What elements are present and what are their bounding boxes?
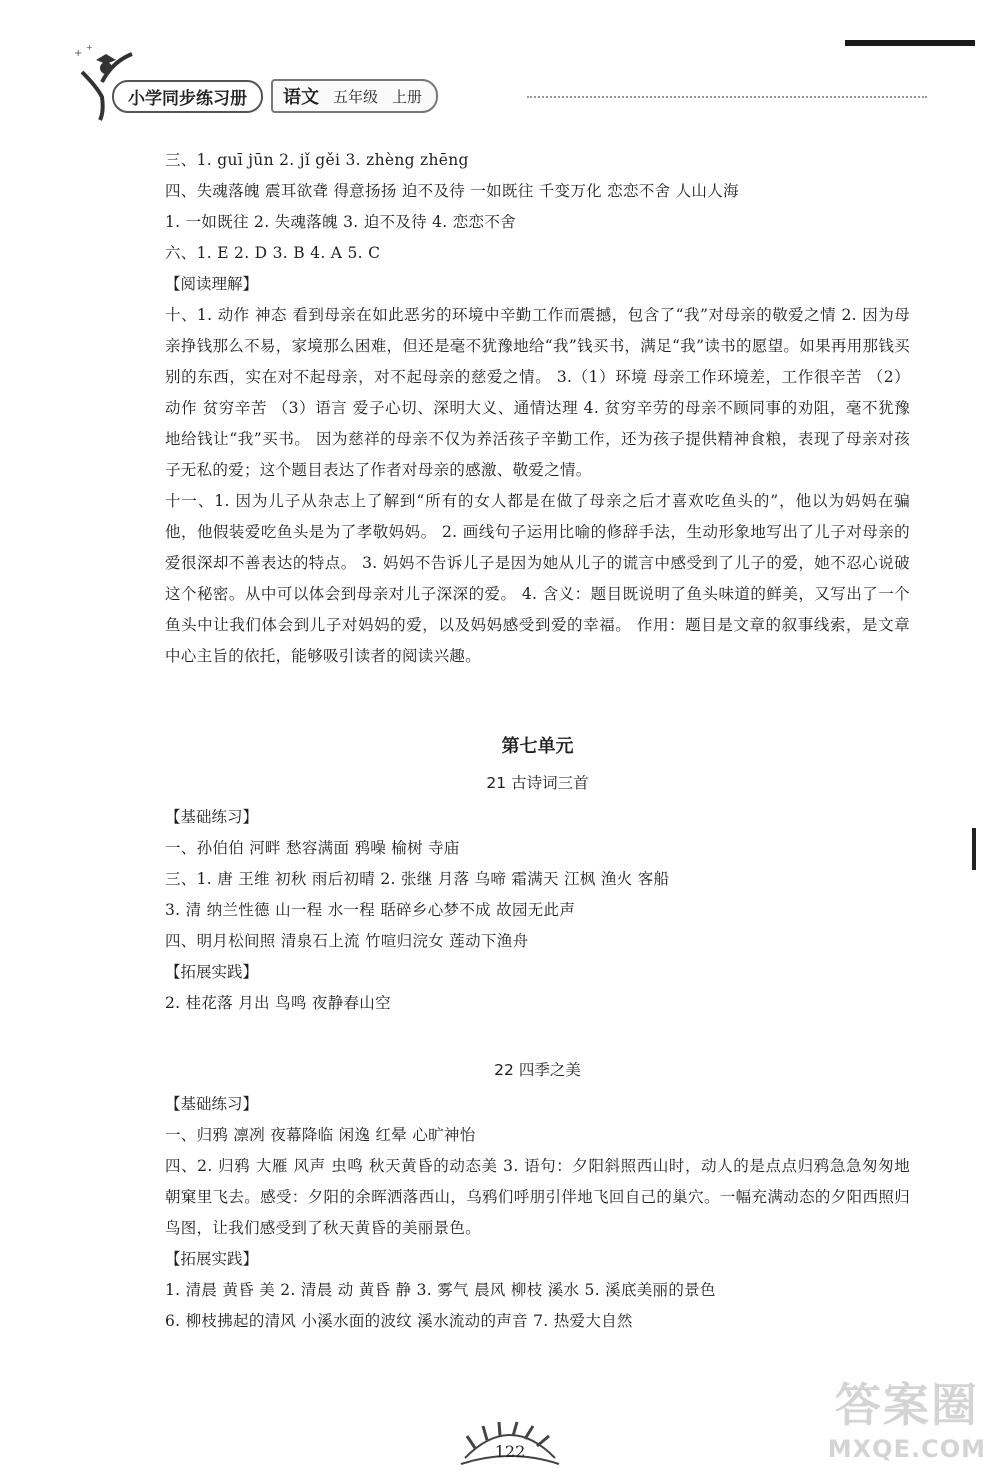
section-label: 【阅读理解】: [165, 275, 259, 293]
subject-label: 语文: [283, 87, 319, 108]
book-tag: [271, 79, 438, 113]
answer-line: 2. 桂花落 月出 鸟鸣 夜静春山空: [165, 994, 391, 1012]
svg-text:+: +: [74, 48, 83, 59]
lesson-title: 22 四季之美: [494, 1061, 581, 1079]
svg-text:+: +: [86, 43, 93, 52]
page-number: 122: [494, 1442, 526, 1461]
section-label: 【拓展实践】: [165, 963, 259, 981]
answer-line: 一、孙伯伯 河畔 愁容满面 鸦噪 榆树 寺庙: [165, 839, 460, 857]
header-dotted-rule: [527, 96, 927, 98]
grade-label: 五年级: [333, 87, 379, 106]
scan-mark: [972, 828, 976, 870]
answer-content: [165, 145, 910, 1337]
page-footer: [455, 1418, 565, 1470]
site-watermark: [828, 1369, 986, 1463]
section-label: 【拓展实践】: [165, 1250, 259, 1268]
watermark-en: MXQE.COM: [827, 1435, 986, 1463]
answer-line: 1. 清晨 黄昏 美 2. 清晨 动 黄昏 静 3. 雾气 晨风 柳枝 溪水 5. 溪底美丽的景色: [165, 1281, 716, 1299]
answer-line: 四、明月松间照 清泉石上流 竹喧归浣女 莲动下渔舟: [165, 932, 529, 950]
lesson-title: 21 古诗词三首: [486, 774, 589, 792]
section-label: 【基础练习】: [165, 1095, 259, 1113]
title-banner: [112, 80, 438, 112]
answer-paragraph: 十、1. 动作 神态 看到母亲在如此恶劣的环境中辛勤工作而震撼，包含了“我”对母亲的敬爱之情 2. 因为母亲挣钱那么不易，家境那么困难，但还是毫不犹豫地给“我”钱买书，满足“我”读书的愿望。如果再用那钱买别的东西，实在对不起母亲，对不起母亲的慈爱之情。 3.（1）环境 母亲工作环境差，工作很辛苦 （2）动作 贫穷辛苦 （3）语言 爱子心切、深明大义、通情达理 4. 贫穷辛劳的母亲不顾同事的劝阻，毫不犹豫地给钱让“我”买书。 因为慈祥的母亲不仅为养活孩子辛勤工作，还为孩子提供精神食粮，表现了母亲对孩子无私的爱；这个题目表达了作者对母亲的感激、敬爱之情。: [165, 306, 910, 479]
answer-paragraph: 四、2. 归鸦 大雁 风声 虫鸣 秋天黄昏的动态美 3. 语句：夕阳斜照西山时，动人的是点点归鸦急急匆匆地朝窠里飞去。感受：夕阳的余晖洒落西山，乌鸦们呼朋引伴地飞回自己的巢穴。一幅充满动态的夕阳西照归鸟图，让我们感受到了秋天黄昏的美丽景色。: [165, 1157, 910, 1237]
section-label: 【基础练习】: [165, 808, 259, 826]
answer-line: 三、1. guī jūn 2. jǐ gěi 3. zhèng zhēng: [165, 151, 469, 169]
volume-label: 上册: [392, 87, 423, 106]
page-header: [72, 42, 932, 122]
answer-line: 6. 柳枝拂起的清风 小溪水面的波纹 溪水流动的声音 7. 热爱大自然: [165, 1312, 633, 1330]
answer-line: 三、1. 唐 王维 初秋 雨后初晴 2. 张继 月落 乌啼 霜满天 江枫 渔火 客船: [165, 870, 670, 888]
watermark-cn: 答案圈: [834, 1378, 979, 1432]
answer-paragraph: 十一、1. 因为儿子从杂志上了解到“所有的女人都是在做了母亲之后才喜欢吃鱼头的”，他以为妈妈在骗他，他假装爱吃鱼头是为了孝敬妈妈。 2. 画线句子运用比喻的修辞手法，生动形象地写出了儿子对母亲的爱很深却不善表达的特点。 3. 妈妈不告诉儿子是因为她从儿子的谎言中感受到了儿子的爱，她不忍心说破这个秘密。从中可以体会到母亲对儿子深深的爱。 4. 含义：题目既说明了鱼头味道的鲜美，又写出了一个鱼头中让我们体会到儿子对妈妈的爱，以及妈妈感受到爱的幸福。 作用：题目是文章的叙事线索，是文章中心主旨的依托，能够吸引读者的阅读兴趣。: [165, 492, 910, 665]
answer-line: 四、失魂落魄 震耳欲聋 得意扬扬 迫不及待 一如既往 千变万化 恋恋不舍 人山人海: [165, 182, 739, 200]
answer-line: 一、归鸦 凛冽 夜幕降临 闲逸 红晕 心旷神怡: [165, 1126, 476, 1144]
unit-title: 第七单元: [501, 736, 574, 757]
answer-line: 六、1. E 2. D 3. B 4. A 5. C: [165, 244, 381, 262]
answer-line: 1. 一如既往 2. 失魂落魄 3. 迫不及待 4. 恋恋不舍: [165, 213, 516, 231]
series-title: 小学同步练习册: [112, 80, 263, 113]
answer-line: 3. 清 纳兰性德 山一程 水一程 聒碎乡心梦不成 故园无此声: [165, 901, 576, 919]
